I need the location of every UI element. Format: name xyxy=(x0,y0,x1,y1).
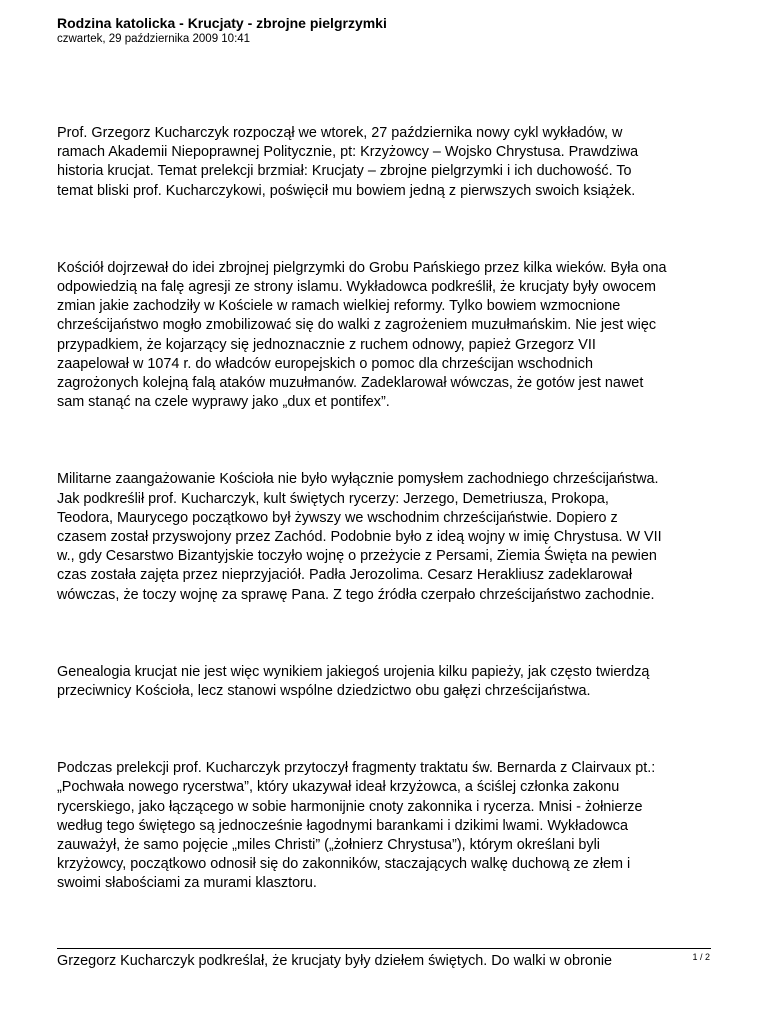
text-line: czas została zajęta przez nieprzyjaciół. Padła Jerozolima. Cesarz Herakliusz zadeklarował xyxy=(57,567,633,584)
paragraph-6 xyxy=(57,952,717,971)
paragraph-2 xyxy=(57,259,717,413)
text-line: ramach Akademii Niepoprawnej Politycznie, pt: Krzyżowcy – Wojsko Chrystusa. Prawdziwa xyxy=(57,144,639,161)
document-date: czwartek, 29 października 2009 10:41 xyxy=(57,33,251,45)
footer-divider xyxy=(57,948,711,949)
text-line: zagrożonych kolejną falą ataków muzułmanów. Zadeklarował wówczas, że gotów jest nawet xyxy=(57,375,644,392)
text-line: Podczas prelekcji prof. Kucharczyk przytoczył fragmenty traktatu św. Bernarda z Clairvaux pt.: xyxy=(57,760,656,777)
text-line: zauważył, że samo pojęcie „miles Christi” („żołnierz Chrystusa”), którym określani byli xyxy=(57,837,600,854)
document-title: Rodzina katolicka - Krucjaty - zbrojne pielgrzymki xyxy=(57,15,387,31)
text-line: Genealogia krucjat nie jest więc wynikiem jakiegoś urojenia kilku papieży, jak często twierdzą xyxy=(57,663,650,680)
text-line: krzyżowcy, początkowo odnosił się do zakonników, staczających walkę duchową ze złem i xyxy=(57,856,631,873)
text-line: wówczas, że toczy wojnę za sprawę Pana. Z tego źródła czerpało chrześcijaństwo zachodnie. xyxy=(57,586,655,603)
text-line: Jak podkreślił prof. Kucharczyk, kult świętych rycerzy: Jerzego, Demetriusza, Prokopa, xyxy=(57,490,609,507)
article-body xyxy=(57,124,717,1029)
text-line: Teodora, Maurycego początkowo był żywszy we wschodnim chrześcijaństwie. Dopiero z xyxy=(57,509,618,526)
text-line: Grzegorz Kucharczyk podkreślał, że krucjaty były dziełem świętych. Do walki w obronie xyxy=(57,952,613,969)
paragraph-4 xyxy=(57,663,717,701)
paragraph-5 xyxy=(57,759,717,893)
text-line: rycerskiego, jako łączącego w sobie harmonijnie cnoty zakonnika i rycerza. Mnisi - żołnierze xyxy=(57,798,643,815)
text-line: swoimi słabościami za murami klasztoru. xyxy=(57,875,317,892)
text-line: zmian jakie zachodziły w Kościele w ramach wielkiej reformy. Tylko bowiem wzmocnione xyxy=(57,298,621,315)
paragraph-3 xyxy=(57,470,717,604)
text-line: czasem został przyswojony przez Zachód. Podobnie było z ideą wojny w imię Chrystusa. W VII xyxy=(57,529,662,546)
paragraph-1 xyxy=(57,124,717,201)
text-line: zaapelował w 1074 r. do władców europejskich o pomoc dla chrześcijan wschodnich xyxy=(57,355,593,372)
text-line: „Pochwała nowego rycerstwa”, który ukazywał ideał krzyżowca, a ściślej członka zakonu xyxy=(57,779,620,796)
text-line: chrześcijaństwo mogło zmobilizować się do walki z zagrożeniem muzułmańskim. Nie jest więc xyxy=(57,317,657,334)
text-line: historia krucjat. Temat prelekcji brzmiał: Krucjaty – zbrojne pielgrzymki i ich duchowość. To xyxy=(57,163,632,180)
text-line: odpowiedzią na falę agresji ze strony islamu. Wykładowca podkreślił, że krucjaty były owocem xyxy=(57,279,656,296)
text-line: w., gdy Cesarstwo Bizantyjskie toczyło wojnę o przeżycie z Persami, Ziemia Święta na pewien xyxy=(57,548,657,565)
text-line: Kościół dojrzewał do idei zbrojnej pielgrzymki do Grobu Pańskiego przez kilka wieków. Była ona xyxy=(57,259,667,276)
text-line: temat bliski prof. Kucharczykowi, poświęcił mu bowiem jedną z pierwszych swoich książek. xyxy=(57,182,636,199)
text-line: przeciwnicy Kościoła, lecz stanowi wspólne dziedzictwo obu gałęzi chrześcijaństwa. xyxy=(57,683,591,700)
document-header xyxy=(57,14,717,47)
text-line: Prof. Grzegorz Kucharczyk rozpoczął we wtorek, 27 października nowy cykl wykładów, w xyxy=(57,125,623,141)
text-line: według tego świętego są jednocześnie łagodnymi barankami i dzikimi lwami. Wykładowca xyxy=(57,817,628,834)
text-line: Militarne zaangażowanie Kościoła nie było wyłącznie pomysłem zachodniego chrześcijaństwa. xyxy=(57,471,659,488)
text-line: przypadkiem, że kojarzący się jednoznacznie z ruchem odnowy, papież Grzegorz VII xyxy=(57,336,596,353)
page-number: 1 / 2 xyxy=(692,952,710,962)
text-line: sam stanąć na czele wyprawy jako „dux et pontifex”. xyxy=(57,394,390,411)
